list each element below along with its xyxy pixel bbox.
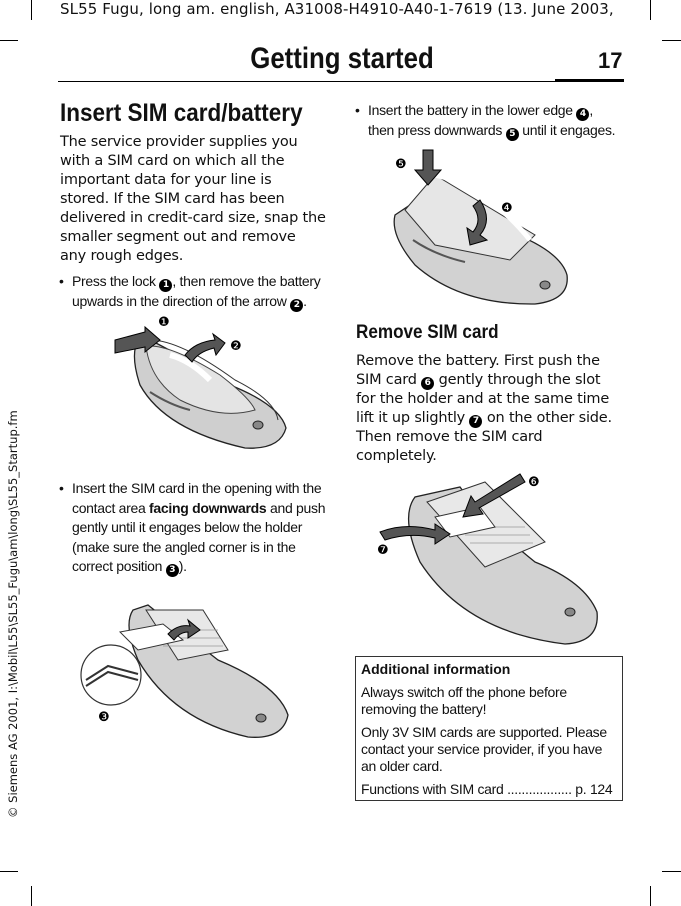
running-header: SL55 Fugu, long am. english, A31008-H4910-A40-1-7619 (13. June 2003, (60, 0, 614, 18)
info-cross-reference[interactable]: Functions with SIM card .................. p. 124 (361, 781, 613, 797)
text: Insert the battery in the lower edge (368, 102, 573, 118)
emphasis: facing downwards (149, 499, 267, 516)
text: SIM card (356, 372, 417, 388)
crop-mark (650, 886, 651, 906)
marker-4: 4 (576, 108, 589, 121)
text: completely. (356, 448, 437, 464)
bullet-dot: • (59, 480, 64, 496)
crop-mark (0, 871, 18, 872)
figure-marker-6: ❻ (528, 475, 540, 490)
page-number: 17 (598, 48, 623, 73)
figure-marker-5: ❺ (395, 157, 407, 172)
text: correct position (72, 558, 163, 574)
text: Always switch off the phone before (361, 684, 567, 700)
marker-1: 1 (159, 279, 172, 292)
figure-insert-battery (385, 140, 570, 310)
intro-paragraph (60, 133, 330, 266)
figure-marker-1: ❶ (158, 315, 170, 330)
side-file-path: © Siemens AG 2001, I:\Mobil\L55\SL55_Fugu\am\long\SL55_Startup.fm (6, 410, 20, 818)
info-title: Additional information (361, 661, 511, 677)
remove-paragraph (356, 352, 624, 466)
section-heading-remove: Remove SIM card (356, 322, 499, 343)
remove-line (356, 371, 624, 390)
figure-remove-sim (375, 472, 605, 647)
text: until it engages. (522, 122, 616, 138)
text: contact area (72, 499, 146, 516)
crop-mark (31, 0, 32, 20)
crop-mark (662, 871, 681, 872)
text: then press downwards (368, 122, 503, 138)
intro-line: any rough edges. (60, 248, 184, 264)
info-paragraph (361, 724, 616, 775)
page-number-rule (555, 79, 624, 82)
intro-line: with a SIM card on which all the (60, 153, 285, 169)
text: gently until it engages below the holder (72, 519, 303, 535)
title-rule (58, 81, 624, 82)
crop-mark (662, 40, 681, 41)
figure-marker-2: ❷ (230, 339, 242, 354)
figure-marker-3: ❸ (98, 710, 110, 725)
text: , then remove the battery (172, 273, 321, 289)
intro-line: smaller segment out and remove (60, 229, 296, 245)
remove-line (356, 390, 624, 409)
figure-remove-battery (110, 310, 290, 455)
info-paragraph (361, 684, 616, 718)
marker-5: 5 (506, 128, 519, 141)
bullet-insert-battery (355, 101, 628, 141)
intro-line: The service provider supplies you (60, 134, 298, 150)
figure-insert-sim (78, 590, 293, 740)
text: Remove the battery. First push the (356, 353, 600, 369)
marker-6: 6 (421, 377, 434, 390)
text: removing the battery! (361, 701, 487, 717)
text: gently through the slot (438, 372, 601, 388)
text: contact your service provider, if you have (361, 741, 603, 757)
remove-line (356, 409, 624, 428)
crop-mark (0, 40, 18, 41)
text: ). (178, 558, 187, 574)
additional-info-box (355, 656, 623, 801)
crop-mark (650, 0, 651, 20)
text: . (303, 293, 307, 309)
text: Then remove the SIM card (356, 429, 543, 445)
bullet-insert-sim (59, 479, 334, 577)
figure-marker-4: ❹ (501, 201, 513, 216)
crop-mark (31, 886, 32, 906)
figure-marker-7: ❼ (377, 543, 389, 558)
page-title: Getting started (250, 42, 434, 75)
text: (make sure the angled corner is in the (72, 538, 296, 555)
text: Only 3V SIM cards are supported. Please (361, 724, 607, 740)
bullet-press-lock (59, 272, 330, 312)
intro-line: delivered in credit-card size, snap the (60, 210, 326, 226)
remove-line (356, 447, 624, 466)
text: an older card. (361, 758, 443, 774)
text: on the other side. (486, 410, 612, 426)
marker-7: 7 (469, 415, 482, 428)
intro-line: stored. If the SIM card has been (60, 191, 285, 207)
text: lift it up slightly (356, 410, 466, 426)
text: Insert the SIM card in the opening with the (72, 480, 322, 496)
remove-line (356, 352, 624, 371)
text: , (589, 102, 593, 118)
intro-line: important data for your line is (60, 172, 272, 188)
text: for the holder and at the same time (356, 391, 610, 407)
bullet-dot: • (355, 102, 360, 118)
text: Press the lock (72, 273, 156, 289)
remove-line (356, 428, 624, 447)
bullet-dot: • (59, 273, 64, 289)
marker-3: 3 (166, 564, 179, 577)
section-heading-insert: Insert SIM card/battery (60, 99, 303, 127)
marker-2: 2 (290, 299, 303, 312)
text: and push (269, 499, 326, 516)
text: upwards in the direction of the arrow (72, 293, 287, 309)
